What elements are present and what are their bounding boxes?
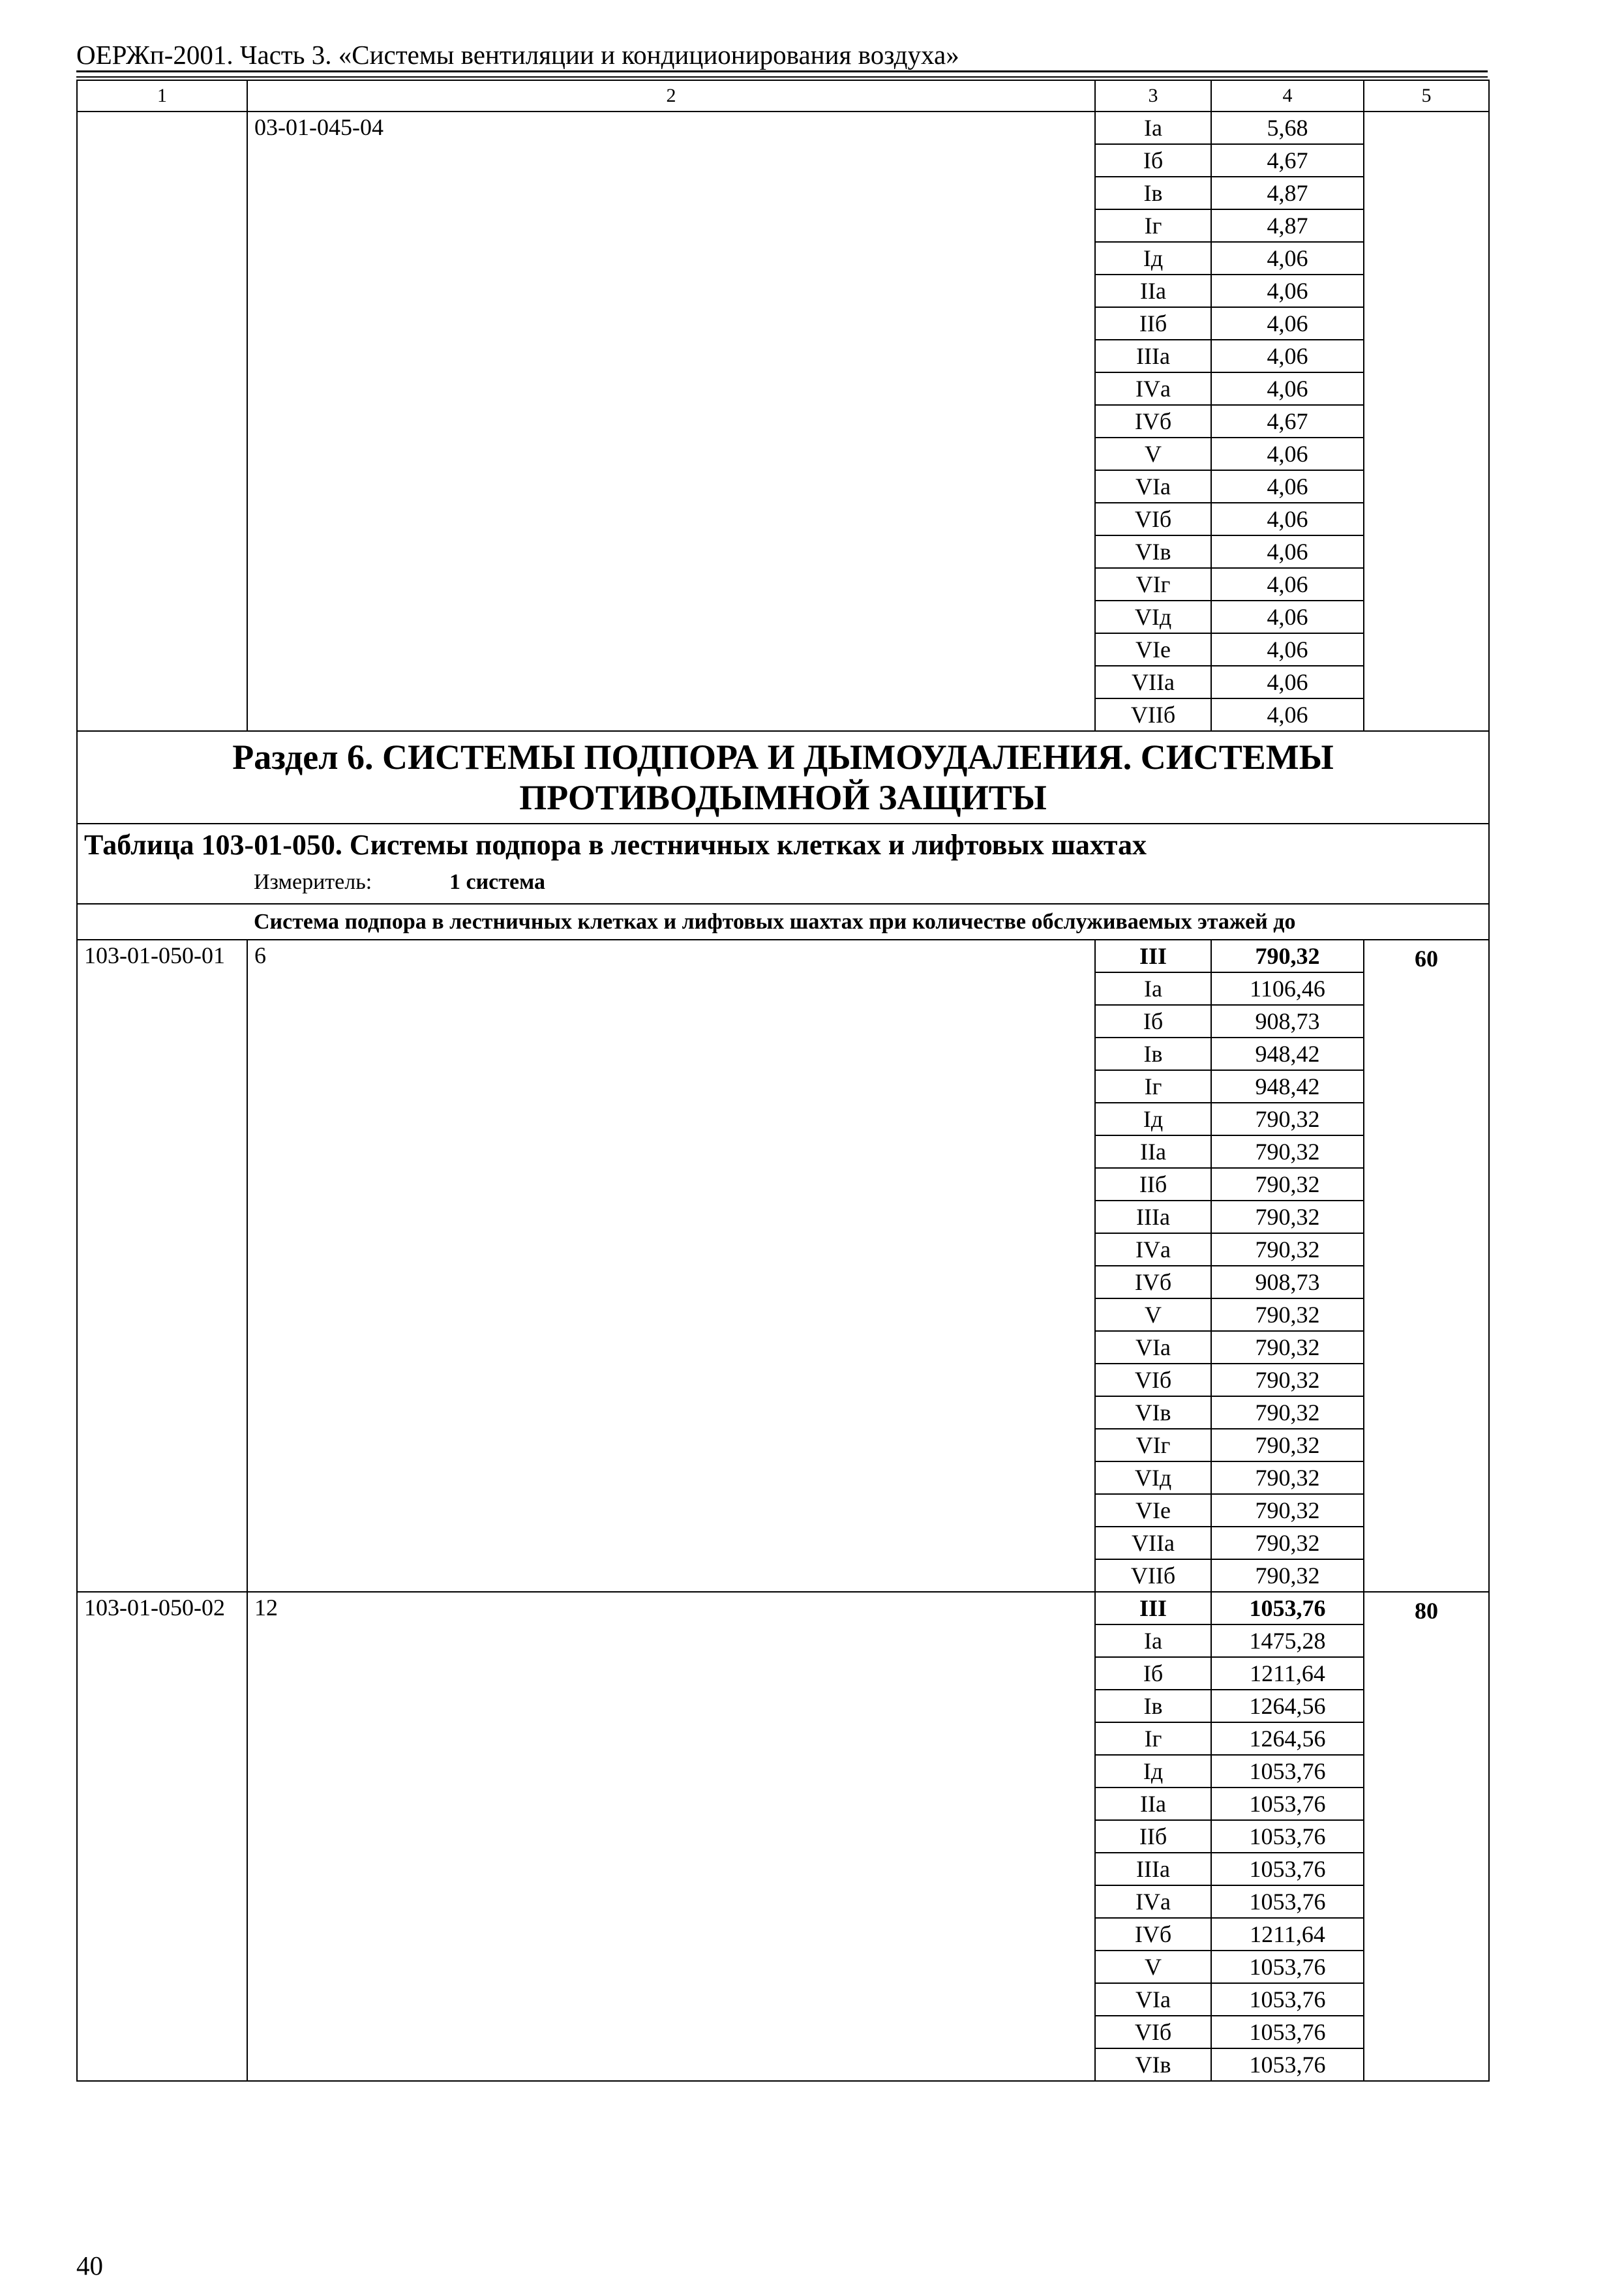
zone-cell: VIIб xyxy=(1095,698,1211,731)
value-cell: 4,06 xyxy=(1211,535,1364,568)
resource-description: 6 xyxy=(247,940,1095,1592)
col5-cell: 80 xyxy=(1364,1592,1489,2081)
zone-cell: Iв xyxy=(1095,1038,1211,1070)
zone-cell: III xyxy=(1095,1592,1211,1624)
zone-cell: VIа xyxy=(1095,470,1211,503)
zone-cell: Iа xyxy=(1095,1624,1211,1657)
zone-cell: VIд xyxy=(1095,1461,1211,1494)
column-number: 5 xyxy=(1364,80,1489,112)
zone-cell: V xyxy=(1095,1951,1211,1983)
value-cell: 790,32 xyxy=(1211,1396,1364,1429)
zone-cell: IIб xyxy=(1095,307,1211,340)
zone-cell: VIIа xyxy=(1095,1527,1211,1559)
col5-cell: 60 xyxy=(1364,940,1489,1592)
value-cell: 790,32 xyxy=(1211,1103,1364,1135)
section-title: Раздел 6. СИСТЕМЫ ПОДПОРА И ДЫМОУДАЛЕНИЯ. СИСТЕМЫ ПРОТИВОДЫМНОЙ ЗАЩИТЫ xyxy=(77,731,1489,824)
column-number-row xyxy=(77,80,1489,112)
zone-cell: IVб xyxy=(1095,1918,1211,1951)
zone-cell: Iб xyxy=(1095,1005,1211,1038)
value-cell: 1211,64 xyxy=(1211,1657,1364,1690)
value-cell: 4,67 xyxy=(1211,405,1364,438)
zone-cell: Iг xyxy=(1095,1070,1211,1103)
zone-cell: IVб xyxy=(1095,405,1211,438)
table-info xyxy=(77,824,1489,904)
value-cell: 1053,76 xyxy=(1211,1755,1364,1788)
zone-cell: IIа xyxy=(1095,275,1211,307)
zone-cell: VIв xyxy=(1095,535,1211,568)
value-cell: 4,06 xyxy=(1211,633,1364,666)
value-cell: 790,32 xyxy=(1211,1233,1364,1266)
zone-cell: VIб xyxy=(1095,2016,1211,2048)
subheading-row xyxy=(77,904,1489,940)
running-header: ОЕРЖп-2001. Часть 3. «Системы вентиляции и кондиционирования воздуха» xyxy=(76,40,959,70)
value-cell: 790,32 xyxy=(1211,1494,1364,1527)
resource-code xyxy=(77,112,247,731)
price-table xyxy=(76,80,1490,2082)
zone-cell: IIб xyxy=(1095,1820,1211,1853)
value-cell: 790,32 xyxy=(1211,1168,1364,1201)
zone-cell: Iд xyxy=(1095,242,1211,275)
table-title: Таблица 103-01-050. Системы подпора в лестничных клетках и лифтовых шахтах xyxy=(84,829,1147,861)
zone-cell: V xyxy=(1095,438,1211,470)
value-cell: 1053,76 xyxy=(1211,2016,1364,2048)
zone-cell: VIб xyxy=(1095,1364,1211,1396)
zone-cell: IVа xyxy=(1095,1885,1211,1918)
zone-cell: IVа xyxy=(1095,1233,1211,1266)
resource-description: 03-01-045-04 xyxy=(247,112,1095,731)
zone-cell: IIа xyxy=(1095,1135,1211,1168)
value-cell: 4,67 xyxy=(1211,144,1364,177)
table-row xyxy=(77,940,1489,972)
value-cell: 4,87 xyxy=(1211,209,1364,242)
value-cell: 4,87 xyxy=(1211,177,1364,209)
value-cell: 790,32 xyxy=(1211,1364,1364,1396)
zone-cell: Iб xyxy=(1095,144,1211,177)
zone-cell: VIа xyxy=(1095,1983,1211,2016)
zone-cell: VIIа xyxy=(1095,666,1211,698)
zone-cell: IIIа xyxy=(1095,340,1211,372)
meter-label: Измеритель: xyxy=(254,870,372,894)
zone-cell: V xyxy=(1095,1298,1211,1331)
header-rule-thin xyxy=(76,76,1488,78)
meter-value: 1 система xyxy=(449,870,545,894)
zone-cell: VIе xyxy=(1095,633,1211,666)
meter xyxy=(254,871,1482,893)
value-cell: 1106,46 xyxy=(1211,972,1364,1005)
zone-cell: VIг xyxy=(1095,1429,1211,1461)
value-cell: 4,06 xyxy=(1211,568,1364,601)
zone-cell: Iа xyxy=(1095,972,1211,1005)
value-cell: 4,06 xyxy=(1211,372,1364,405)
header-rule xyxy=(76,70,1488,72)
value-cell: 4,06 xyxy=(1211,601,1364,633)
resource-description: 12 xyxy=(247,1592,1095,2081)
section-row xyxy=(77,731,1489,824)
value-cell: 790,32 xyxy=(1211,1298,1364,1331)
zone-cell: VIг xyxy=(1095,568,1211,601)
zone-cell: VIа xyxy=(1095,1331,1211,1364)
value-cell: 1053,76 xyxy=(1211,2048,1364,2081)
resource-code: 103-01-050-02 xyxy=(77,1592,247,2081)
value-cell: 948,42 xyxy=(1211,1038,1364,1070)
zone-cell: VIIб xyxy=(1095,1559,1211,1592)
value-cell: 1053,76 xyxy=(1211,1592,1364,1624)
zone-cell: IIб xyxy=(1095,1168,1211,1201)
value-cell: 1264,56 xyxy=(1211,1690,1364,1722)
value-cell: 1053,76 xyxy=(1211,1951,1364,1983)
value-cell: 790,32 xyxy=(1211,1527,1364,1559)
zone-cell: III xyxy=(1095,940,1211,972)
value-cell: 4,06 xyxy=(1211,698,1364,731)
value-cell: 1053,76 xyxy=(1211,1983,1364,2016)
table-body xyxy=(77,80,1489,2081)
zone-cell: Iб xyxy=(1095,1657,1211,1690)
value-cell: 790,32 xyxy=(1211,940,1364,972)
table-subheading: Система подпора в лестничных клетках и лифтовых шахтах при количестве обслуживаемых этажей до xyxy=(77,904,1489,940)
value-cell: 790,32 xyxy=(1211,1429,1364,1461)
value-cell: 790,32 xyxy=(1211,1331,1364,1364)
value-cell: 4,06 xyxy=(1211,470,1364,503)
value-cell: 908,73 xyxy=(1211,1266,1364,1298)
value-cell: 4,06 xyxy=(1211,438,1364,470)
value-cell: 4,06 xyxy=(1211,275,1364,307)
zone-cell: VIд xyxy=(1095,601,1211,633)
col5-cell xyxy=(1364,112,1489,731)
value-cell: 790,32 xyxy=(1211,1559,1364,1592)
value-cell: 4,06 xyxy=(1211,340,1364,372)
zone-cell: Iв xyxy=(1095,177,1211,209)
value-cell: 790,32 xyxy=(1211,1135,1364,1168)
column-number: 3 xyxy=(1095,80,1211,112)
value-cell: 1053,76 xyxy=(1211,1853,1364,1885)
value-cell: 948,42 xyxy=(1211,1070,1364,1103)
value-cell: 1053,76 xyxy=(1211,1820,1364,1853)
value-cell: 4,06 xyxy=(1211,242,1364,275)
zone-cell: VIб xyxy=(1095,503,1211,535)
zone-cell: Iг xyxy=(1095,209,1211,242)
value-cell: 4,06 xyxy=(1211,503,1364,535)
value-cell: 1211,64 xyxy=(1211,1918,1364,1951)
value-cell: 4,06 xyxy=(1211,307,1364,340)
table-row xyxy=(77,1592,1489,1624)
zone-cell: Iг xyxy=(1095,1722,1211,1755)
value-cell: 908,73 xyxy=(1211,1005,1364,1038)
page-number: 40 xyxy=(76,2251,103,2281)
zone-cell: IIIа xyxy=(1095,1201,1211,1233)
zone-cell: IIа xyxy=(1095,1788,1211,1820)
column-number: 4 xyxy=(1211,80,1364,112)
zone-cell: Iд xyxy=(1095,1103,1211,1135)
zone-cell: IVа xyxy=(1095,372,1211,405)
column-number: 1 xyxy=(77,80,247,112)
table-row xyxy=(77,112,1489,144)
value-cell: 790,32 xyxy=(1211,1201,1364,1233)
value-cell: 1475,28 xyxy=(1211,1624,1364,1657)
zone-cell: IIIа xyxy=(1095,1853,1211,1885)
table-info-row xyxy=(77,824,1489,904)
zone-cell: IVб xyxy=(1095,1266,1211,1298)
value-cell: 1264,56 xyxy=(1211,1722,1364,1755)
zone-cell: Iд xyxy=(1095,1755,1211,1788)
zone-cell: Iа xyxy=(1095,112,1211,144)
zone-cell: Iв xyxy=(1095,1690,1211,1722)
zone-cell: VIе xyxy=(1095,1494,1211,1527)
value-cell: 1053,76 xyxy=(1211,1788,1364,1820)
value-cell: 1053,76 xyxy=(1211,1885,1364,1918)
value-cell: 790,32 xyxy=(1211,1461,1364,1494)
column-number: 2 xyxy=(247,80,1095,112)
zone-cell: VIв xyxy=(1095,1396,1211,1429)
resource-code: 103-01-050-01 xyxy=(77,940,247,1592)
value-cell: 5,68 xyxy=(1211,112,1364,144)
value-cell: 4,06 xyxy=(1211,666,1364,698)
zone-cell: VIв xyxy=(1095,2048,1211,2081)
